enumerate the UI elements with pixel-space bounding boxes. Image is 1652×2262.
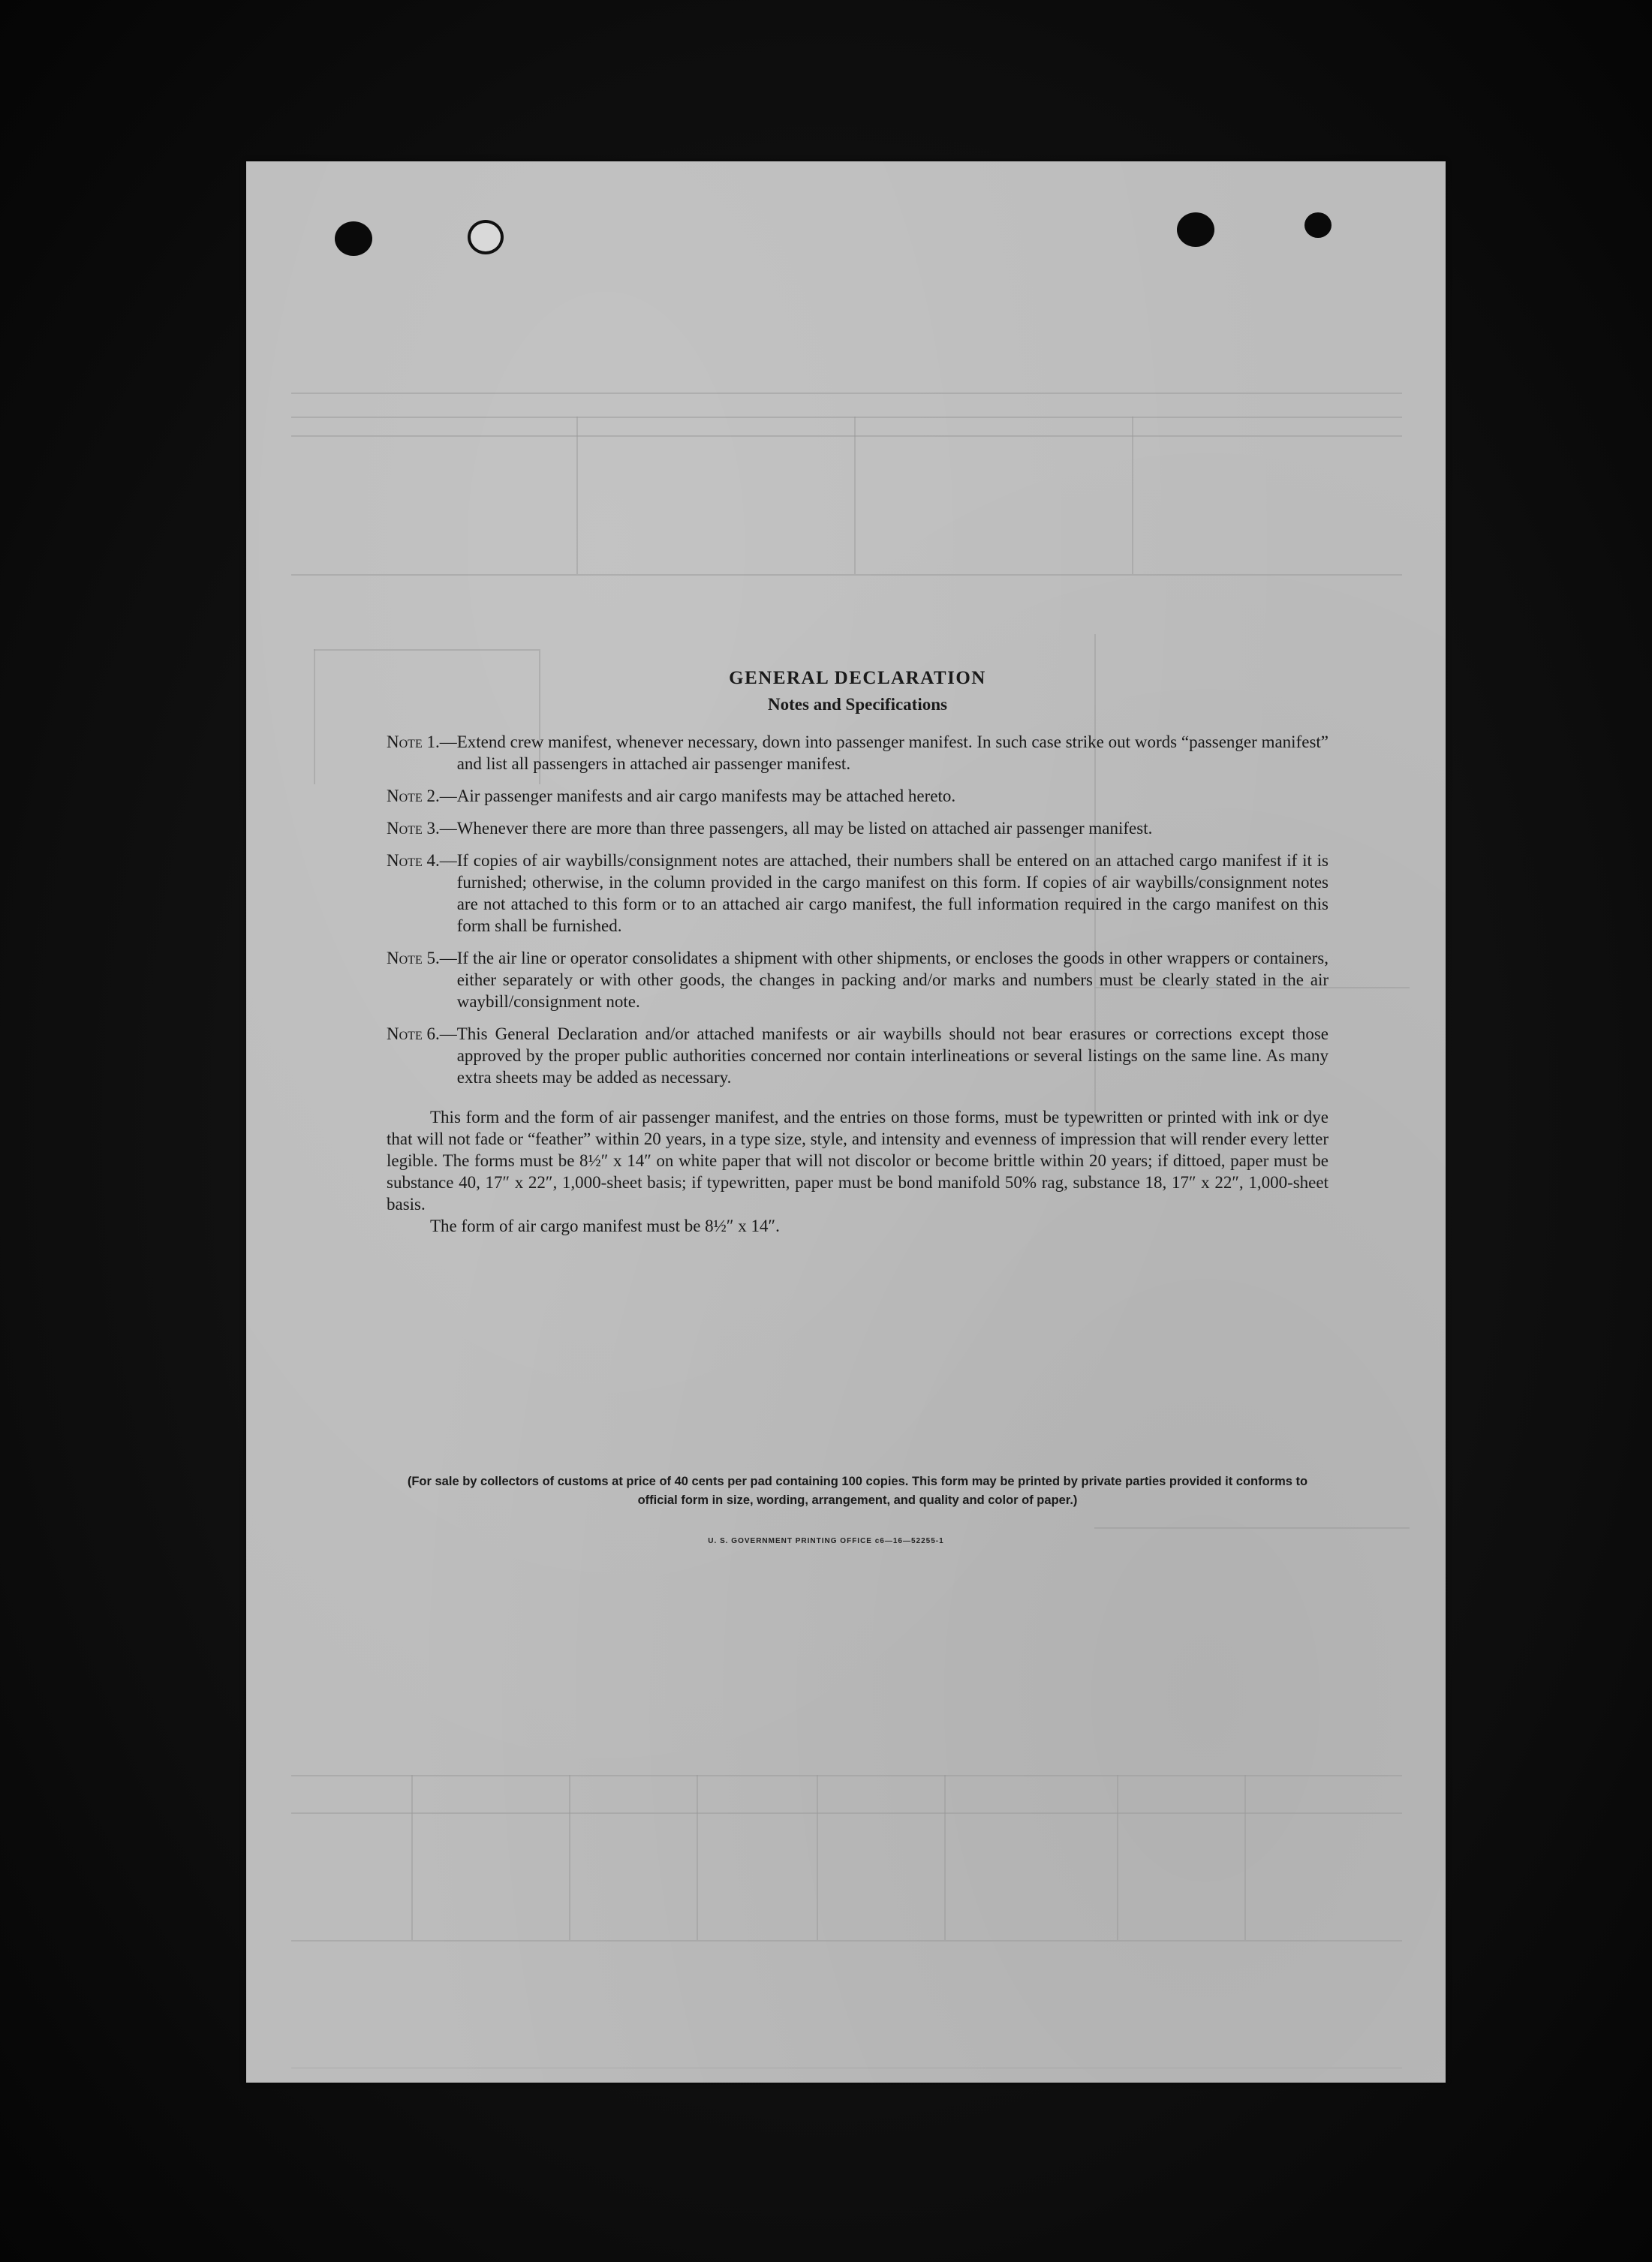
bleed-through-rule <box>576 417 578 574</box>
note-text: Whenever there are more than three passengers, all may be listed on attached air passenger manifest. <box>456 819 1153 838</box>
bleed-through-rule <box>291 574 1402 576</box>
note-text: Extend crew manifest, whenever necessary, down into passenger manifest. In such case strike out words “passenger manifest” and list all passengers in attached air passenger manifest. <box>456 732 1329 773</box>
bleed-through-rule <box>291 1775 1402 1776</box>
bleed-through-rule <box>1132 417 1133 574</box>
note-label: Note 3. <box>387 819 440 838</box>
bleed-through-rule <box>817 1775 818 1940</box>
note-dash: — <box>439 1024 457 1043</box>
punch-hole-center <box>468 220 504 254</box>
bleed-through-rule <box>697 1775 698 1940</box>
note-text: This General Declaration and/or attached manifests or air waybills should not bear erasures or corrections except those approved by the proper public authorities concerned nor contain interlineations or several listings on the same line. As many extra sheets may be added as necessary. <box>456 1024 1329 1087</box>
note-label: Note 1. <box>387 732 440 751</box>
bleed-through-rule <box>291 1812 1402 1814</box>
page-title: GENERAL DECLARATION <box>729 668 986 688</box>
note-text: If the air line or operator consolidates a shipment with other shipments, or encloses the goods in other wrappers or containers, either separately or with other goods, the changes in packing and/or marks and numbers must be clearly stated in the air waybill/consignment note. <box>456 949 1329 1011</box>
note-item <box>387 850 1329 937</box>
bleed-through-rule <box>1117 1775 1118 1940</box>
note-label: Note 2. <box>387 787 440 805</box>
note-dash: — <box>439 819 457 838</box>
note-item <box>387 947 1329 1012</box>
note-text: Air passenger manifests and air cargo manifests may be attached hereto. <box>456 787 956 805</box>
note-dash: — <box>439 949 457 967</box>
format-requirements-paragraph: This form and the form of air passenger manifest, and the entries on those forms, must be typewritten or printed with ink or dye that will not fade or “feather” within 20 years, in a type size, style, and intensity and evenness of impression that will render every letter legible. The forms must be 8½″ x 14″ on white paper that will not discolor or become brittle within 20 years; if dittoed, paper must be substance 40, 17″ x 22″, 1,000-sheet basis; if typewritten, paper must be bond manifold 50% rag, substance 18, 17″ x 22″, 1,000-sheet basis. <box>387 1108 1329 1214</box>
bleed-through-rule <box>854 417 856 574</box>
bleed-through-rule <box>1094 1527 1410 1529</box>
note-label: Note 5. <box>387 949 440 967</box>
cargo-manifest-size-paragraph: The form of air cargo manifest must be 8½″ x 14″. <box>430 1217 780 1235</box>
punch-hole-far-right <box>1304 212 1332 238</box>
note-text: If copies of air waybills/consignment notes are attached, their numbers shall be entered on an attached cargo manifest if it is furnished; otherwise, in the column provided in the cargo manifest on this form. If copies of air waybills/consignment notes are not attached to this form or to an attached air cargo manifest, the full information required in the cargo manifest on this form shall be furnished. <box>456 851 1329 935</box>
punch-hole-right <box>1177 212 1214 247</box>
printer-imprint: U. S. GOVERNMENT PRINTING OFFICE c6—16—52255-1 <box>708 1537 944 1545</box>
note-dash: — <box>439 851 457 870</box>
note-item <box>387 1023 1329 1088</box>
note-dash: — <box>439 732 457 751</box>
bleed-through-rule <box>291 1940 1402 1942</box>
bleed-through-rule <box>291 393 1402 394</box>
note-item <box>387 817 1329 839</box>
bleed-through-rule <box>1244 1775 1246 1940</box>
page-subtitle: Notes and Specifications <box>768 695 947 714</box>
bleed-through-rule <box>944 1775 946 1940</box>
bleed-through-rule <box>569 1775 570 1940</box>
bleed-through-rule <box>314 649 539 651</box>
note-label: Note 6. <box>387 1024 440 1043</box>
sale-notice: (For sale by collectors of customs at price of 40 cents per pad containing 100 copies. This form may be printed by private parties provided it conforms to official form in size, wording, arrangement, and quality and color of paper.) <box>407 1475 1308 1507</box>
note-dash: — <box>439 787 457 805</box>
note-item <box>387 731 1329 775</box>
bleed-through-rule <box>314 649 315 784</box>
note-item <box>387 785 1329 807</box>
punch-hole-left <box>335 221 372 256</box>
bleed-through-rule <box>411 1775 413 1940</box>
bleed-through-rule <box>291 435 1402 437</box>
note-label: Note 4. <box>387 851 440 870</box>
notes-section <box>387 668 1329 1237</box>
bleed-through-rule <box>291 417 1402 418</box>
